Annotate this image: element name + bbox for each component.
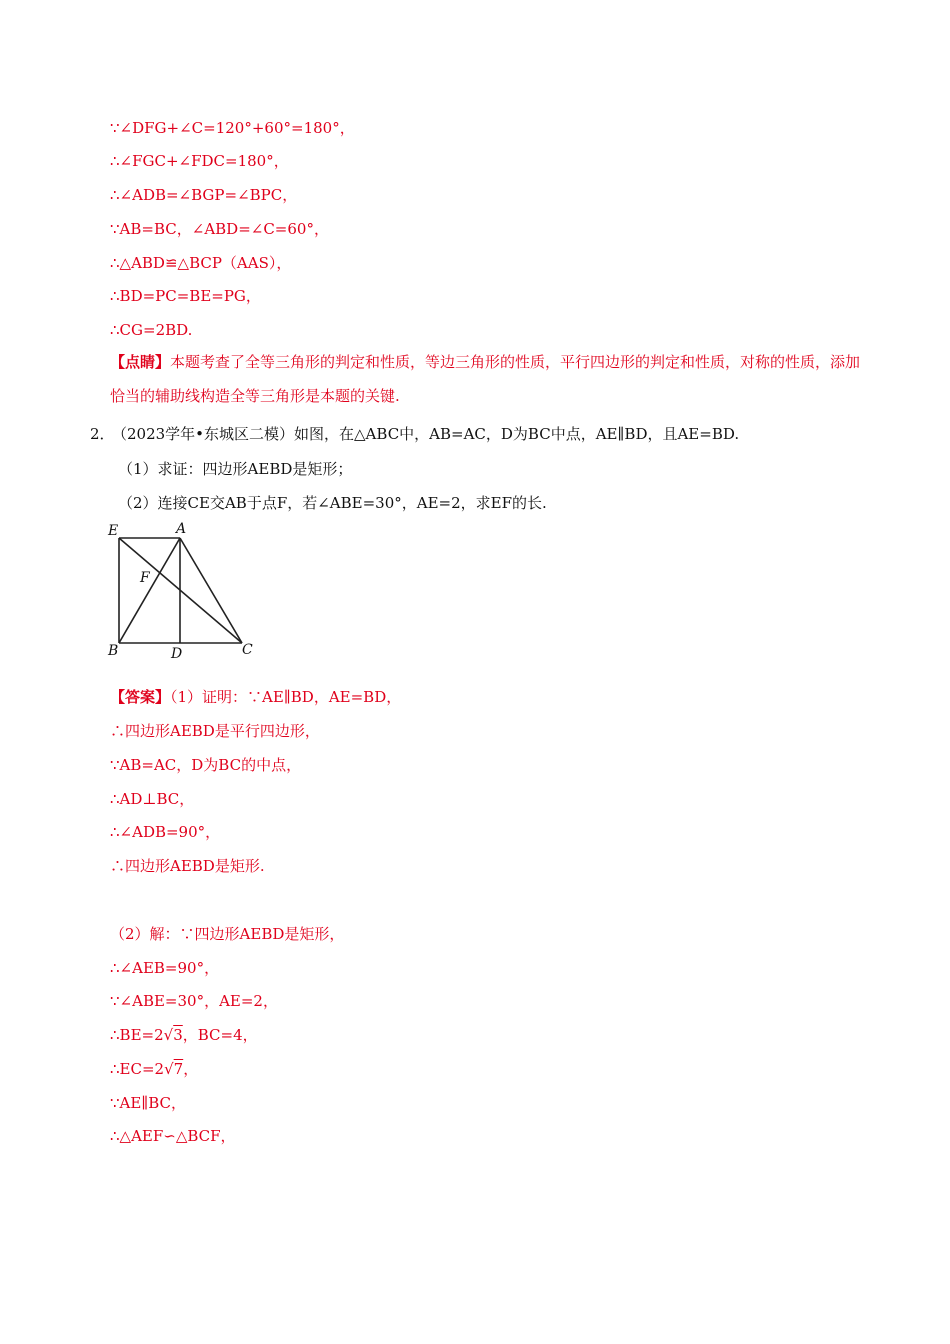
label-B: B (108, 643, 119, 659)
segment-AC (180, 538, 242, 643)
sqrt-symbol: √ (164, 1060, 174, 1078)
question-part2: （2）连接CE交AB于点F，若∠ABE=30°，AE=2，求EF的长. (118, 494, 547, 512)
label-C: C (242, 642, 253, 658)
solution-line-3: ∴∠ADB=∠BGP=∠BPC， (110, 186, 298, 204)
label-D: D (171, 646, 183, 662)
be-prefix: ∴BE=2 (110, 1026, 164, 1044)
answer-line-ec (110, 1059, 198, 1079)
solution-line-2: ∴∠FGC+∠FDC=180°， (110, 152, 289, 170)
answer-intro: （1）证明：∵AE∥BD，AE=BD， (170, 688, 402, 706)
answer-first-line (110, 687, 401, 707)
answer-line: ∴四边形AEBD是平行四边形， (110, 722, 320, 740)
segment-BA (119, 538, 180, 643)
solution-line-4: ∵AB=BC，∠ABD=∠C=60°， (110, 220, 329, 238)
solution-line-7: ∴CG=2BD. (110, 321, 193, 339)
ec-suffix: ， (183, 1060, 199, 1078)
solution-line-5: ∴△ABD≌△BCP（AAS）， (110, 254, 292, 272)
answer-line: ∴四边形AEBD是矩形. (110, 857, 265, 875)
label-A: A (176, 521, 187, 537)
be-suffix: ，BC=4， (182, 1026, 258, 1044)
label-E: E (108, 523, 119, 539)
answer-line: ∴∠ADB=90°， (110, 823, 221, 841)
question-number: 2． (90, 425, 115, 443)
answer-line-be (110, 1025, 258, 1045)
label-F: F (140, 570, 150, 586)
answer-line: ∴∠AEB=90°， (110, 959, 220, 977)
answer-line: ∵∠ABE=30°，AE=2， (110, 992, 278, 1010)
answer-line: ∵AB=AC，D为BC的中点， (110, 756, 302, 774)
answer-line: ∵AE∥BC， (110, 1094, 187, 1112)
be-radical: 3 (173, 1026, 183, 1044)
comment-text: 本题考查了全等三角形的判定和性质，等边三角形的性质，平行四边形的判定和性质，对称的性质，添加恰当的辅助线构造全等三角形是本题的关键. (110, 353, 861, 405)
sqrt-symbol: √ (163, 1026, 174, 1044)
answer-line: ∴△AEF∽△BCF， (110, 1127, 236, 1145)
ec-prefix: ∴EC=2 (110, 1060, 165, 1078)
comment-block (110, 345, 870, 413)
solution-line-6: ∴BD=PC=BE=PG， (110, 287, 261, 305)
question-stem: （2023学年•东城区二模）如图，在△ABC中，AB=AC，D为BC中点，AE∥BD，且AE=BD. (112, 425, 740, 443)
comment-tag: 【点睛】 (110, 353, 171, 371)
answer-line: （2）解：∵四边形AEBD是矩形， (110, 925, 345, 943)
answer-tag: 【答案】 (110, 688, 171, 706)
geometry-figure (100, 518, 270, 663)
question-part1: （1）求证：四边形AEBD是矩形； (118, 460, 353, 478)
solution-line-1: ∵∠DFG+∠C=120°+60°=180°， (110, 119, 355, 137)
answer-line: ∴AD⊥BC， (110, 790, 195, 808)
ec-radical: 7 (173, 1060, 184, 1078)
